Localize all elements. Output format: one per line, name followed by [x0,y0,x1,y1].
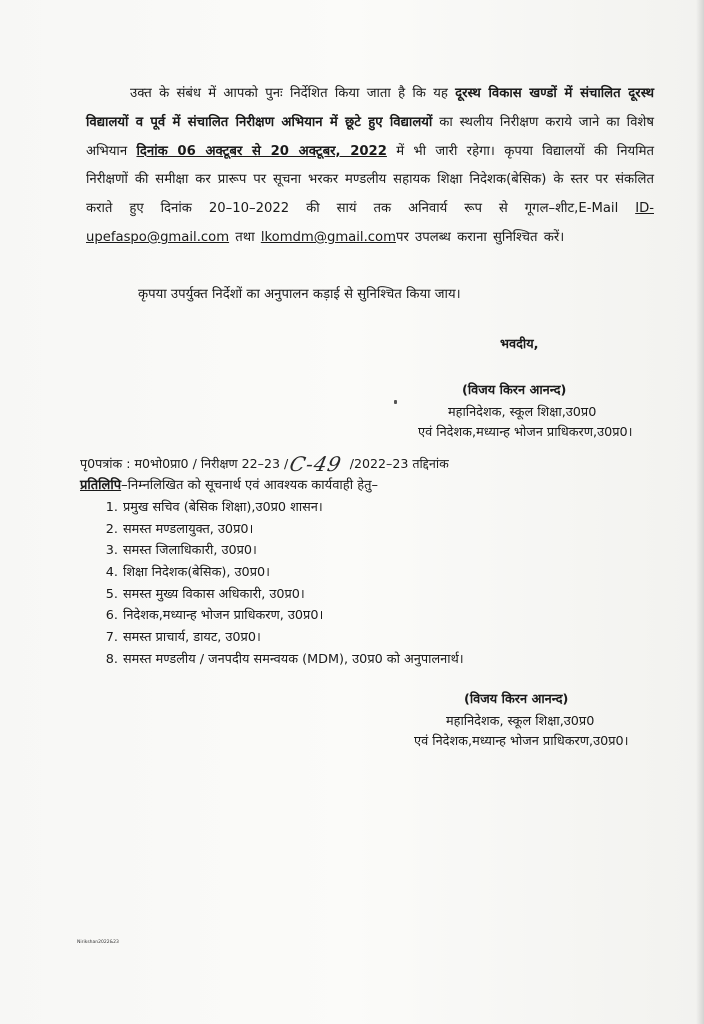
list-item-text: निदेशक,मध्यान्ह भोजन प्राधिकरण, उ0प्र0। [123,608,324,624]
p1-text-4: तथा [229,229,261,245]
list-item-text: समस्त मण्डलायुक्त, उ0प्र0। [123,521,254,537]
email-link-1[interactable]: ID-upefaspo@gmail.com [86,201,654,245]
list-item [96,584,464,606]
ink-mark [394,400,397,404]
signatory-designation-2-1: महानिदेशक, स्कूल शिक्षा,उ0प्र0 [446,714,595,729]
signatory-designation-1: महानिदेशक, स्कूल शिक्षा,उ0प्र0 [448,405,597,420]
list-item-number: 7. [105,630,118,646]
p1-date-range: दिनांक 06 अक्टूबर से 20 अक्टूबर, 2022 [136,143,387,159]
p1-text-1: उक्त के संबंध में आपको पुनः निर्देशित किया जाता है कि यह [130,86,456,101]
closing-salutation: भवदीय, [500,337,539,352]
reference-suffix: /2022–23 तद्दिनांक [349,456,449,471]
list-item [96,497,464,519]
signatory-name-2: (विजय किरन आनन्द) [464,692,569,707]
signatory-designation-2-2: एवं निदेशक,मध्यान्ह भोजन प्राधिकरण,उ0प्र0। [414,734,629,749]
list-item-number: 8. [105,651,118,667]
footer-filename: Nirikshan2022&23 [77,940,119,945]
recipient-list [96,497,464,671]
copy-heading [80,475,378,493]
list-item-text: शिक्षा निदेशक(बेसिक), उ0प्र0। [123,565,270,581]
list-item-text: समस्त जिलाधिकारी, उ0प्र0। [123,543,257,559]
list-item-number: 3. [105,543,118,559]
list-item-text: प्रमुख सचिव (बेसिक शिक्षा),उ0प्र0 शासन। [123,500,323,515]
p1-bold-1: दूरस्थ विकास खण्डों में संचालित दूरस्थ विद्यालयों व पूर्व में संचालित निरीक्षण अभियान में छूटे हुए विद्यालयों [86,86,654,130]
p1-text-3: में भी जारी रहेगा। कृपया विद्यालयों की नियमित निरीक्षणों की समीक्षा कर प्रारूप पर सूचना भरकर मण्डलीय सहायक शिक्षा निदेशक(बेसिक) के स्तर पर संकलित कराते हुए दिनांक 20–10–2022 की सायं तक अनिवार्य रूप से गूगल–शीट,E-Mail [86,143,654,217]
list-item-number: 2. [105,521,118,537]
list-item [96,562,464,584]
list-item [96,540,464,562]
list-item [96,649,464,671]
list-item-number: 5. [105,586,118,602]
signatory-name: (विजय किरन आनन्द) [462,383,567,398]
p1-text-2: का स्थलीय निरीक्षण कराये जाने का विशेष अभियान [86,114,654,159]
list-item [96,519,464,541]
signatory-designation-2: एवं निदेशक,मध्यान्ह भोजन प्राधिकरण,उ0प्र0। [418,425,633,440]
list-item-number: 6. [105,608,118,624]
main-paragraph [86,80,654,253]
list-item-number: 4. [105,565,118,581]
handwritten-number: C-49 [287,452,345,476]
copy-label: प्रतिलिपि [80,478,122,493]
list-item-text: समस्त प्राचार्य, डायट, उ0प्र0। [123,630,261,646]
paragraph-2: कृपया उपर्युक्त निर्देशों का अनुपालन कड़ाई से सुनिश्चित किया जाय। [138,287,461,302]
list-item-text: समस्त मण्डलीय / जनपदीय समन्वयक (MDM), उ0प्र0 को अनुपालनार्थ। [123,651,464,667]
reference-prefix: पृ0पत्रांक : म0भो0प्रा0 / निरीक्षण 22–23 / [80,456,289,471]
list-item-number: 1. [105,500,118,515]
page-edge-shadow [696,0,704,1024]
list-item-text: समस्त मुख्य विकास अधिकारी, उ0प्र0। [123,586,305,602]
email-link-2[interactable]: lkomdm@gmail.com [260,229,396,245]
paragraph-1 [86,80,654,253]
reference-number [80,452,449,476]
copy-text: –निम्नलिखित को सूचनार्थ एवं आवश्यक कार्यवाही हेतु– [121,478,379,493]
p1-text-5: पर उपलब्ध कराना सुनिश्चित करें। [395,229,565,245]
list-item [96,627,464,649]
list-item [96,605,464,627]
